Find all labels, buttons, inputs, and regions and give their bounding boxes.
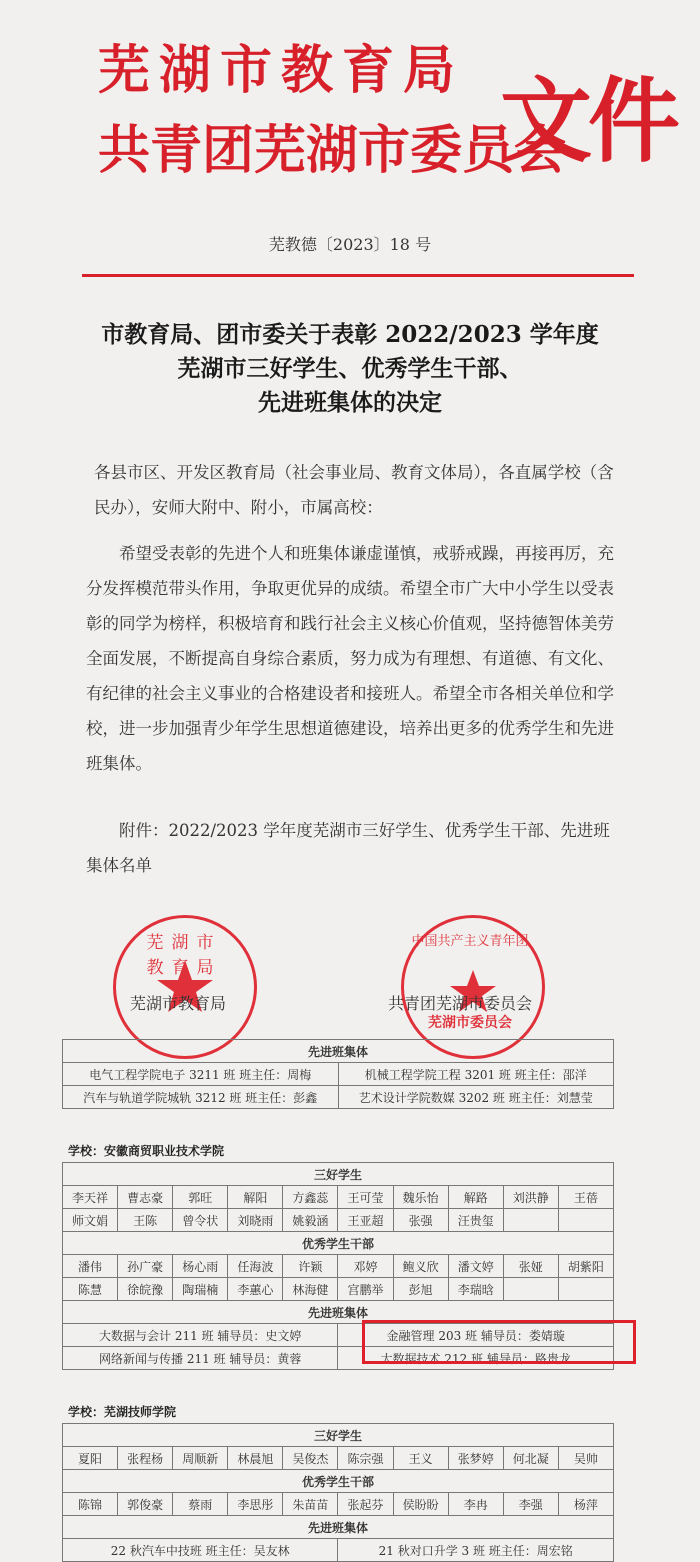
name-cell: 胡紫阳 <box>558 1255 613 1278</box>
name-cell: 孙广豪 <box>118 1255 173 1278</box>
name-cell: 王义 <box>393 1447 448 1470</box>
name-cell: 方鑫蕊 <box>283 1186 338 1209</box>
name-cell: 宫鹏举 <box>338 1278 393 1301</box>
name-cell: 林海健 <box>283 1278 338 1301</box>
name-cell: 汪贵玺 <box>448 1209 503 1232</box>
section-header: 先进班集体 <box>63 1040 614 1063</box>
name-cell: 魏乐怡 <box>393 1186 448 1209</box>
name-cell: 吴俊杰 <box>283 1447 338 1470</box>
school-name: 学校：芜湖技师学院 <box>68 1405 177 1419</box>
name-cell: 曹志豪 <box>118 1186 173 1209</box>
document-label: 文件 <box>500 67 677 175</box>
table-row <box>63 1539 614 1562</box>
name-cell <box>558 1278 613 1301</box>
name-cell: 张娅 <box>503 1255 558 1278</box>
name-cell: 邓婷 <box>338 1255 393 1278</box>
issuer-education-bureau: 芜湖市教育局 <box>98 40 465 101</box>
right-signature: 共青团芜湖市委员会 <box>388 994 533 1013</box>
table-row <box>63 1278 614 1301</box>
table-cell: 汽车与轨道学院城轨 3212 班 班主任：彭鑫 <box>63 1086 339 1109</box>
name-cell: 解阳 <box>228 1186 283 1209</box>
name-cell: 张起芬 <box>338 1493 393 1516</box>
school-name: 学校：安徽商贸职业技术学院 <box>68 1144 225 1158</box>
table-cell: 机械工程学院工程 3201 班 班主任：邵洋 <box>338 1063 614 1086</box>
red-divider <box>82 274 634 277</box>
name-cell: 李强 <box>503 1493 558 1516</box>
name-cell: 侯盼盼 <box>393 1493 448 1516</box>
table-row <box>63 1447 614 1470</box>
table-row <box>63 1209 614 1232</box>
name-cell: 刘晓雨 <box>228 1209 283 1232</box>
table-advanced-classes <box>62 1039 614 1109</box>
body-paragraph <box>86 536 626 781</box>
name-cell: 郭俊豪 <box>118 1493 173 1516</box>
title-line-1: 市教育局、团市委关于表彰 2022/2023 学年度 <box>101 321 599 348</box>
table-cell: 大数据技术 212 班 辅导员：路贵龙 <box>338 1347 614 1370</box>
left-signature: 芜湖市教育局 <box>130 994 227 1013</box>
document-number: 芜教德〔2023〕18 号 <box>268 235 432 254</box>
name-cell: 夏阳 <box>63 1447 118 1470</box>
section-header: 优秀学生干部 <box>63 1470 614 1493</box>
name-cell: 王可莹 <box>338 1186 393 1209</box>
table-cell: 网络新闻与传播 211 班 辅导员：黄蓉 <box>63 1347 338 1370</box>
name-cell: 王蓓 <box>558 1186 613 1209</box>
table-row <box>63 1493 614 1516</box>
title-line-3: 先进班集体的决定 <box>258 389 442 416</box>
table-cell: 21 秋对口升学 3 班 班主任：周宏铭 <box>338 1539 614 1562</box>
name-cell: 潘文婷 <box>448 1255 503 1278</box>
salutation <box>94 455 618 525</box>
name-cell: 许颖 <box>283 1255 338 1278</box>
name-cell: 任海波 <box>228 1255 283 1278</box>
table-cell: 金融管理 203 班 辅导员：娄婧璇 <box>338 1324 614 1347</box>
name-cell: 何北凝 <box>503 1447 558 1470</box>
highlight-box <box>362 1320 636 1364</box>
name-cell: 解路 <box>448 1186 503 1209</box>
name-cell: 张强 <box>393 1209 448 1232</box>
table-row <box>63 1086 614 1109</box>
table-cell: 22 秋汽车中技班 班主任：吴友林 <box>63 1539 338 1562</box>
name-cell: 杨萍 <box>558 1493 613 1516</box>
name-cell: 张梦婷 <box>448 1447 503 1470</box>
attachment-text: 附件：2022/2023 学年度芜湖市三好学生、优秀学生干部、先进班集体名单 <box>86 821 610 875</box>
name-cell <box>503 1209 558 1232</box>
name-cell: 姚毅涵 <box>283 1209 338 1232</box>
table-row <box>63 1186 614 1209</box>
table-cell: 大数据与会计 211 班 辅导员：史文婷 <box>63 1324 338 1347</box>
salutation-text: 各县市区、开发区教育局（社会事业局、教育文体局），各直属学校（含民办），安师大附中、附小，市属高校： <box>94 463 614 517</box>
name-cell: 朱苗苗 <box>283 1493 338 1516</box>
name-cell: 李瑞晗 <box>448 1278 503 1301</box>
name-cell: 杨心雨 <box>173 1255 228 1278</box>
table-cell: 电气工程学院电子 3211 班 班主任：周梅 <box>63 1063 339 1086</box>
name-cell: 张程杨 <box>118 1447 173 1470</box>
name-cell: 徐皖豫 <box>118 1278 173 1301</box>
name-cell: 郭旺 <box>173 1186 228 1209</box>
name-cell: 陈宗强 <box>338 1447 393 1470</box>
name-cell: 陶瑞楠 <box>173 1278 228 1301</box>
right-seal-text: 中国共产主义青年团 <box>411 934 529 949</box>
name-cell: 鲍义欣 <box>393 1255 448 1278</box>
title-line-2: 芜湖市三好学生、优秀学生干部、 <box>177 355 523 382</box>
right-seal-subtext: 芜湖市委员会 <box>428 1015 512 1031</box>
name-cell: 周顺新 <box>173 1447 228 1470</box>
name-cell: 师文娟 <box>63 1209 118 1232</box>
name-cell: 林晨旭 <box>228 1447 283 1470</box>
name-cell: 李天祥 <box>63 1186 118 1209</box>
issuer-youth-league: 共青团芜湖市委员会 <box>98 120 567 181</box>
section-header: 先进班集体 <box>63 1301 614 1324</box>
attachment-note <box>86 813 626 883</box>
name-cell: 曾令状 <box>173 1209 228 1232</box>
name-cell: 刘洪静 <box>503 1186 558 1209</box>
table-cell: 艺术设计学院数媒 3202 班 班主任：刘慧莹 <box>338 1086 614 1109</box>
left-seal-text: 芜湖市教育局 <box>146 933 222 978</box>
body-paragraph-text: 希望受表彰的先进个人和班集体谦虚谨慎，戒骄戒躁，再接再厉，充分发挥模范带头作用，争取更优异的成绩。希望全市广大中小学生以受表彰的同学为榜样，积极培育和践行社会主义核心价值观，坚持德智体美劳全面发展，不断提高自身综合素质，努力成为有理想、有道德、有文化、有纪律的社会主义事业的合格建设者和接班人。希望全市各相关单位和学校，进一步加强青少年学生思想道德建设，培养出更多的优秀学生和先进班集体。 <box>86 544 614 773</box>
name-cell: 陈锦 <box>63 1493 118 1516</box>
name-cell: 李冉 <box>448 1493 503 1516</box>
name-cell: 潘伟 <box>63 1255 118 1278</box>
name-cell: 陈慧 <box>63 1278 118 1301</box>
name-cell: 李蕙心 <box>228 1278 283 1301</box>
section-header: 优秀学生干部 <box>63 1232 614 1255</box>
name-cell: 吴帅 <box>558 1447 613 1470</box>
name-cell <box>503 1278 558 1301</box>
section-header: 三好学生 <box>63 1163 614 1186</box>
table-school-2 <box>62 1423 614 1562</box>
name-cell: 蔡雨 <box>173 1493 228 1516</box>
name-cell: 李思彤 <box>228 1493 283 1516</box>
name-cell: 王亚超 <box>338 1209 393 1232</box>
section-header: 三好学生 <box>63 1424 614 1447</box>
name-cell: 王陈 <box>118 1209 173 1232</box>
name-cell <box>558 1209 613 1232</box>
name-cell: 彭旭 <box>393 1278 448 1301</box>
table-row <box>63 1063 614 1086</box>
section-header: 先进班集体 <box>63 1516 614 1539</box>
table-row <box>63 1255 614 1278</box>
